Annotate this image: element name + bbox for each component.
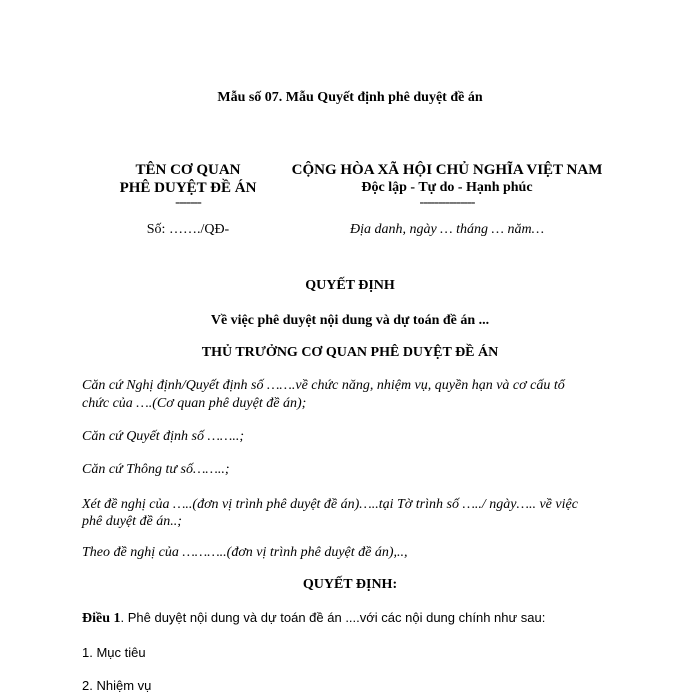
- article-1: [82, 610, 545, 627]
- issuing-authority: THỦ TRƯỞNG CƠ QUAN PHÊ DUYỆT ĐỀ ÁN: [201, 345, 499, 360]
- national-title: CỘNG HÒA XÃ HỘI CHỦ NGHĨA VIỆT NAM: [291, 162, 603, 178]
- article-1-text: . Phê duyệt nội dung và dự toán đề án ....với các nội dung chính như sau:: [120, 610, 546, 625]
- document-title: QUYẾT ĐỊNH: [305, 278, 395, 293]
- basis-proposal-line1: Xét đề nghị của …..(đơn vị trình phê duyệt đề án)…..tại Tờ trình số …../ ngày….. về việc: [82, 497, 578, 512]
- agency-name-line2: PHÊ DUYỆT ĐỀ ÁN: [119, 180, 257, 196]
- agency-name-line1: TÊN CƠ QUAN: [135, 162, 241, 178]
- basis-circular: Căn cứ Thông tư số……..;: [82, 462, 230, 477]
- basis-decree-line2: chức của ….(Cơ quan phê duyệt đề án);: [82, 396, 307, 411]
- decision-number: Số: ……./QĐ-: [146, 222, 230, 237]
- basis-proposal-line2: phê duyệt đề án..;: [82, 514, 182, 529]
- list-item: 1. Mục tiêu: [82, 645, 146, 660]
- decision-heading: QUYẾT ĐỊNH:: [302, 577, 398, 592]
- basis-decision: Căn cứ Quyết định số ……..;: [82, 429, 245, 444]
- national-motto: Độc lập - Tự do - Hạnh phúc: [361, 180, 533, 195]
- document-subtitle: Về việc phê duyệt nội dung và dự toán đề án ...: [210, 313, 490, 328]
- place-date: Địa danh, ngày … tháng … năm…: [349, 222, 545, 237]
- article-1-label: Điều 1: [82, 611, 121, 626]
- list-item: 2. Nhiệm vụ: [82, 678, 152, 693]
- motto-rule: ---------------: [419, 195, 475, 210]
- form-caption: Mẫu số 07. Mẫu Quyết định phê duyệt đề án: [217, 90, 483, 105]
- basis-decree-line1: Căn cứ Nghị định/Quyết định số …….về chức năng, nhiệm vụ, quyền hạn và cơ cấu tổ: [82, 378, 565, 393]
- basis-request: Theo đề nghị của ………..(đơn vị trình phê duyệt đề án),..,: [82, 545, 408, 560]
- agency-rule: -------: [175, 195, 201, 210]
